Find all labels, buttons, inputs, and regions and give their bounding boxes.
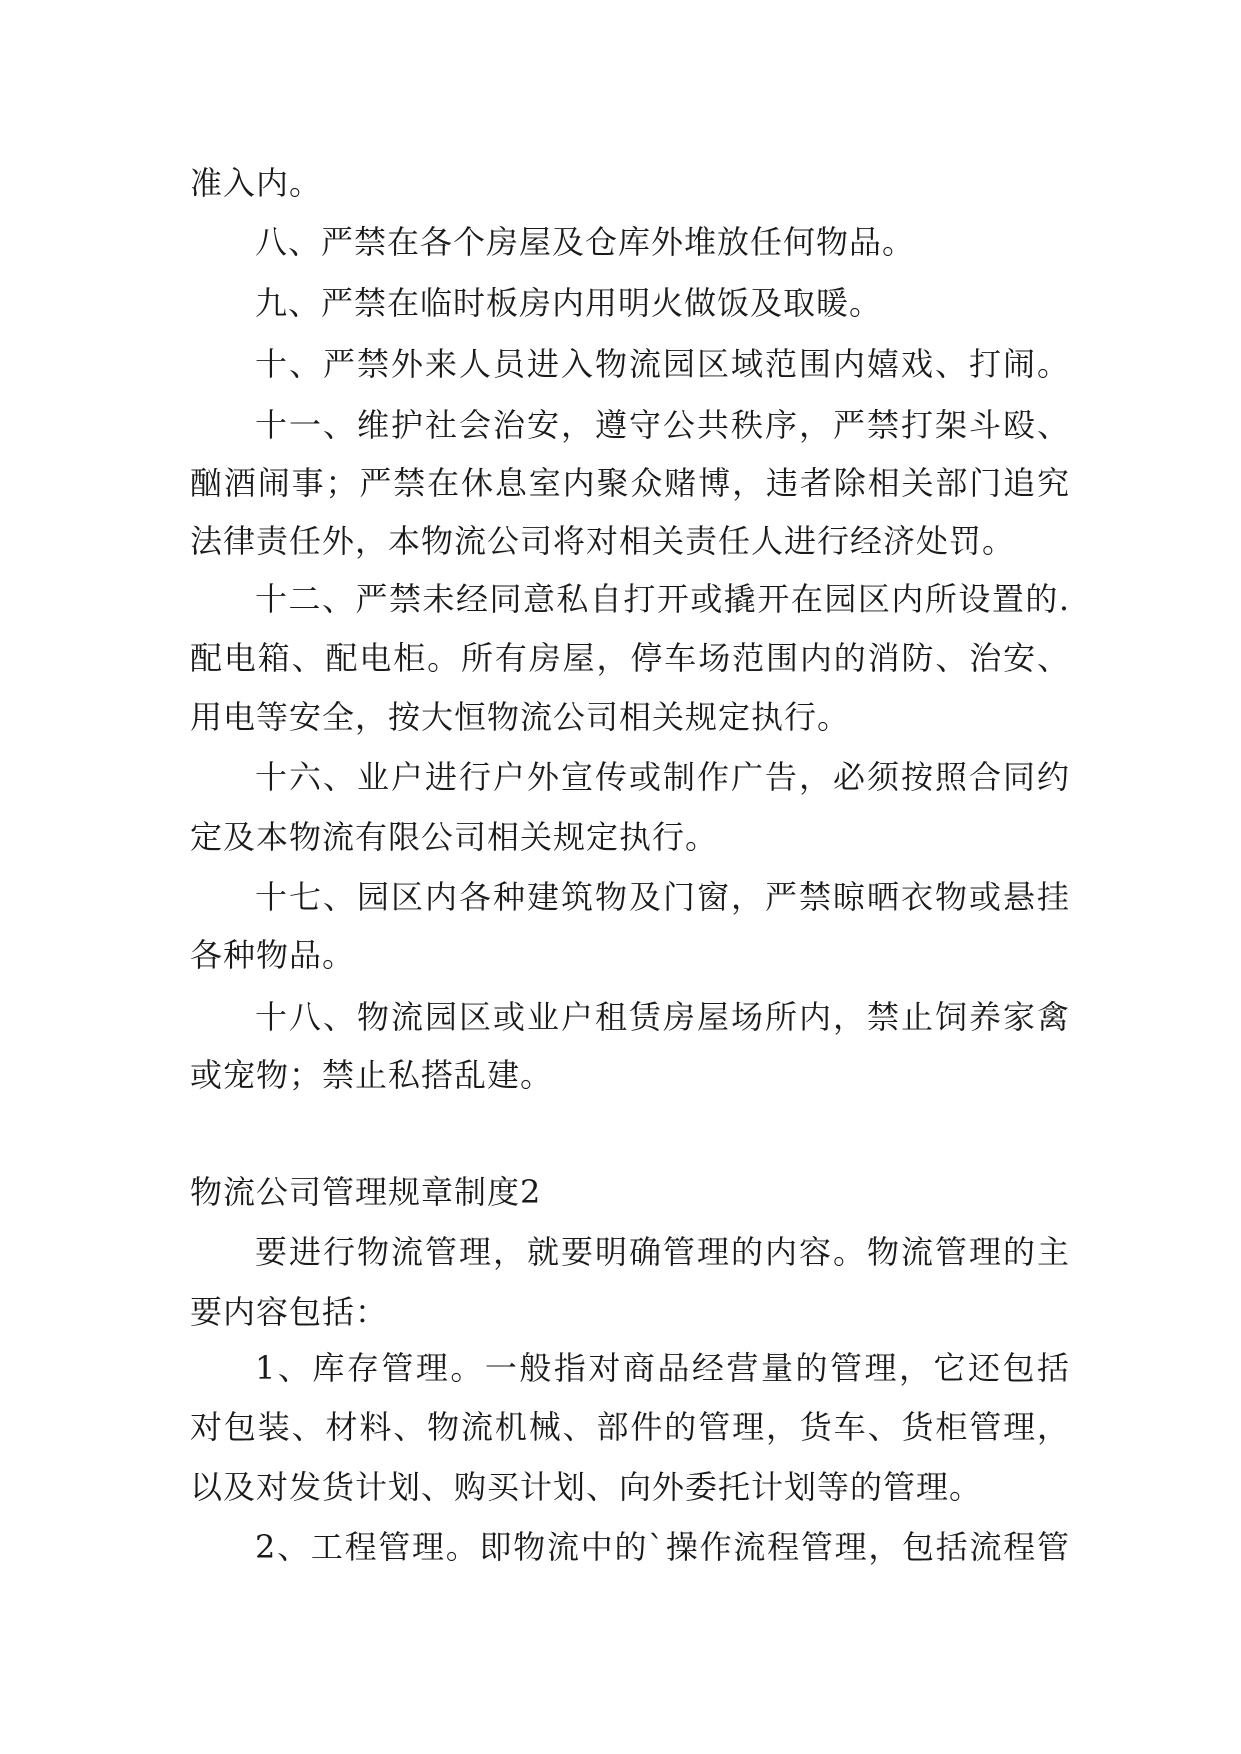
paragraph-line: 九、严禁在临时板房内用明火做饭及取暖。 xyxy=(255,284,883,322)
paragraph-line: 十、严禁外来人员进入物流园区域范围内嬉戏、打闹。 xyxy=(255,345,1070,383)
paragraph-line: 十八、物流园区或业户租赁房屋场所内，禁止饲养家禽 xyxy=(255,998,1070,1036)
paragraph-line: 用电等安全，按大恒物流公司相关规定执行。 xyxy=(190,698,851,736)
section-title: 物流公司管理规章制度2 xyxy=(190,1173,542,1211)
paragraph-line: 十一、维护社会治安，遵守公共秩序，严禁打架斗殴、 xyxy=(255,406,1070,444)
paragraph-line: 2、工程管理。即物流中的`操作流程管理，包括流程管 xyxy=(255,1528,1070,1566)
paragraph-line: 配电箱、配电柜。所有房屋，停车场范围内的消防、治安、 xyxy=(190,639,1070,677)
paragraph-line: 或宠物；禁止私搭乱建。 xyxy=(190,1056,554,1094)
paragraph-line: 1、库存管理。一般指对商品经营量的管理，它还包括 xyxy=(255,1349,1070,1387)
paragraph-line: 对包装、材料、物流机械、部件的管理，货车、货柜管理， xyxy=(190,1408,1070,1446)
paragraph-line: 十六、业户进行户外宣传或制作广告，必须按照合同约 xyxy=(255,758,1070,796)
paragraph-line: 酗酒闹事；严禁在休息室内聚众赌博，违者除相关部门追究 xyxy=(190,464,1070,502)
paragraph-line: 各种物品。 xyxy=(190,936,356,974)
paragraph-line: 八、严禁在各个房屋及仓库外堆放任何物品。 xyxy=(255,223,916,261)
paragraph-line: 法律责任外，本物流公司将对相关责任人进行经济处罚。 xyxy=(190,522,1016,560)
paragraph-line: 要内容包括： xyxy=(190,1293,389,1331)
paragraph-line: 以及对发货计划、购买计划、向外委托计划等的管理。 xyxy=(190,1468,983,1506)
paragraph-line: 定及本物流有限公司相关规定执行。 xyxy=(190,818,719,856)
paragraph-line: 准入内。 xyxy=(190,164,323,202)
paragraph-line: 十七、园区内各种建筑物及门窗，严禁晾晒衣物或悬挂 xyxy=(255,878,1070,916)
paragraph-line: 要进行物流管理，就要明确管理的内容。物流管理的主 xyxy=(255,1233,1070,1271)
paragraph-line: 十二、严禁未经同意私自打开或撬开在园区内所设置的. xyxy=(255,580,1070,618)
